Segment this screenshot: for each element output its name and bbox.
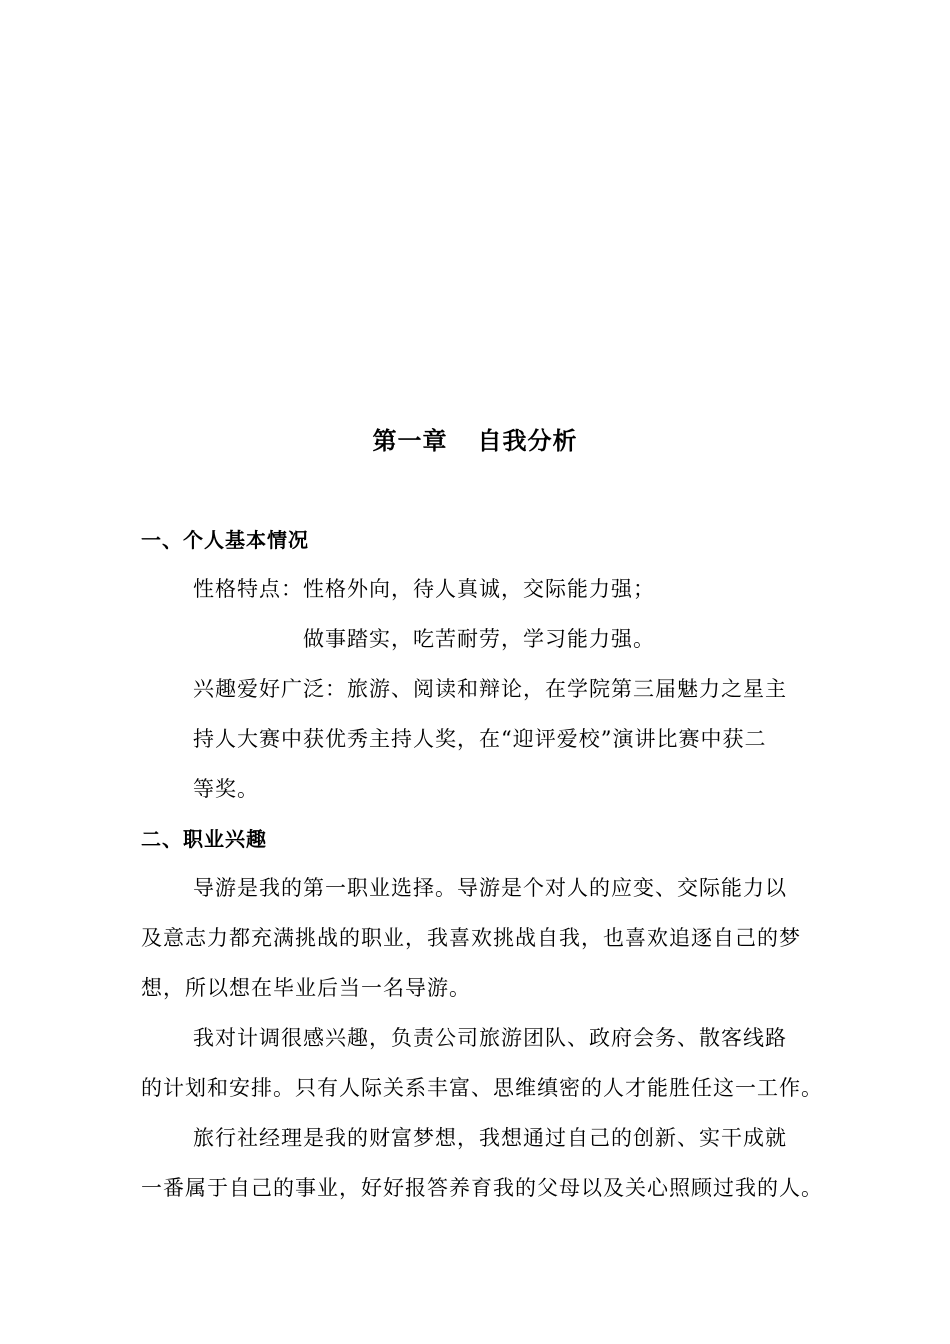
section2-heading: 二、职业兴趣 (141, 827, 267, 851)
hobby-line-3: 等奖。 (193, 777, 259, 801)
paragraph2-line-1: 我对计调很感兴趣，负责公司旅游团队、政府会务、散客线路 (193, 1026, 787, 1050)
paragraph2-line-2: 的计划和安排。只有人际关系丰富、思维缜密的人才能胜任这一工作。 (141, 1076, 823, 1100)
personality-line-2: 做事踏实，吃苦耐劳，学习能力强。 (303, 627, 655, 651)
section1-heading: 一、个人基本情况 (141, 528, 309, 552)
paragraph3-line-1: 旅行社经理是我的财富梦想，我想通过自己的创新、实干成就 (193, 1126, 787, 1150)
paragraph1-line-1: 导游是我的第一职业选择。导游是个对人的应变、交际能力以 (193, 876, 787, 900)
hobby-line-1: 兴趣爱好广泛：旅游、阅读和辩论，在学院第三届魅力之星主 (193, 677, 787, 701)
chapter-title (0, 425, 950, 457)
paragraph3-line-2: 一番属于自己的事业，好好报答养育我的父母以及关心照顾过我的人。 (141, 1176, 823, 1200)
personality-line-1: 性格特点：性格外向，待人真诚，交际能力强； (193, 577, 655, 601)
paragraph1-line-3: 想，所以想在毕业后当一名导游。 (141, 976, 471, 1000)
hobby-line-2: 持人大赛中获优秀主持人奖，在“迎评爱校”演讲比赛中获二 (193, 727, 767, 751)
chapter-number: 第一章 (372, 427, 448, 455)
chapter-name: 自我分析 (477, 427, 578, 455)
paragraph1-line-2: 及意志力都充满挑战的职业，我喜欢挑战自我，也喜欢追逐自己的梦 (141, 926, 801, 950)
